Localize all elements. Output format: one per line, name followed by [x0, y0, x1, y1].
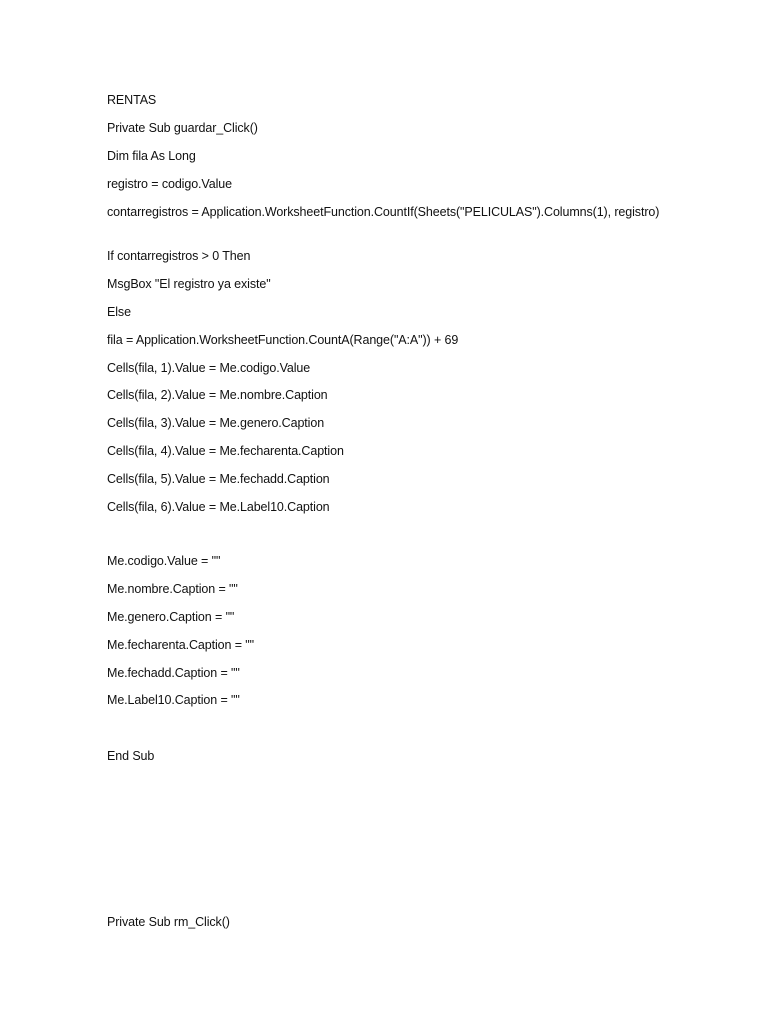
- code-line-sub-header: Private Sub rm_Click(): [107, 915, 230, 929]
- code-line: Me.genero.Caption = "": [107, 610, 235, 624]
- code-line: Cells(fila, 6).Value = Me.Label10.Caption: [107, 500, 330, 514]
- code-line: Me.codigo.Value = "": [107, 554, 221, 568]
- code-line: Cells(fila, 1).Value = Me.codigo.Value: [107, 361, 311, 375]
- code-line: Cells(fila, 4).Value = Me.fecharenta.Caption: [107, 444, 344, 458]
- code-line: Cells(fila, 3).Value = Me.genero.Caption: [107, 416, 325, 430]
- code-line-wrapped: contarregistros = Application.WorksheetFunction.CountIf(Sheets("PELICULAS").Columns(1), registro): [107, 205, 660, 219]
- code-line: Cells(fila, 5).Value = Me.fechadd.Caption: [107, 472, 330, 486]
- code-line-end-sub: End Sub: [107, 749, 155, 763]
- code-line-sub-header: Private Sub guardar_Click(): [107, 121, 258, 135]
- code-line: Me.fecharenta.Caption = "": [107, 638, 254, 652]
- code-line: Cells(fila, 2).Value = Me.nombre.Caption: [107, 388, 328, 402]
- heading-rentas: RENTAS: [107, 93, 157, 107]
- code-line: Me.fechadd.Caption = "": [107, 666, 240, 680]
- code-line: Dim fila As Long: [107, 149, 196, 163]
- code-line: Me.nombre.Caption = "": [107, 582, 238, 596]
- code-line: registro = codigo.Value: [107, 177, 232, 191]
- code-line: fila = Application.WorksheetFunction.CountA(Range("A:A")) + 69: [107, 333, 459, 347]
- code-line: MsgBox "El registro ya existe": [107, 277, 271, 291]
- code-line: If contarregistros > 0 Then: [107, 249, 251, 263]
- code-line: Else: [107, 305, 131, 319]
- code-line: Me.Label10.Caption = "": [107, 693, 240, 707]
